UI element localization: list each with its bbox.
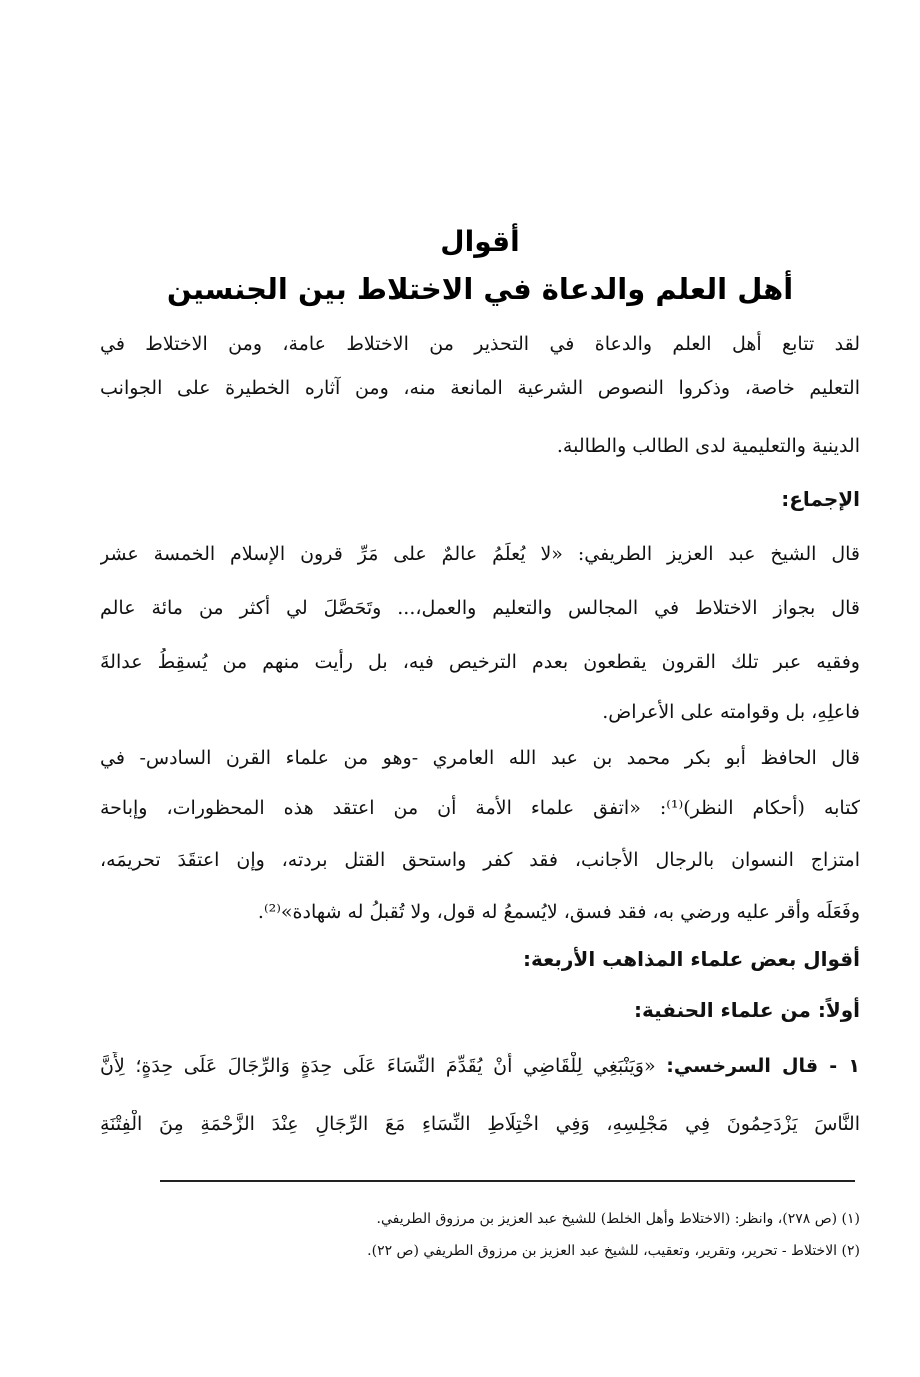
intro-line-3: الدينية والتعليمية لدى الطالب والطالبة. (556, 435, 860, 457)
ijma-p1-line-2: قال بجواز الاختلاط في المجالس والتعليم والعمل،... وتَحَصَّلَ لي أكثر من مائة عالم (100, 597, 860, 619)
sarakhsi-quote-line-1 (100, 1052, 860, 1080)
ijma-p1-line-3: وفقيه عبر تلك القرون يقطعون بعدم الترخيص فيه، بل رأيت منهم من يُسقِطُ عدالةَ (100, 651, 860, 673)
ijma-p1-line-1: قال الشيخ عبد العزيز الطريفي: «لا يُعلَمُ عالمٌ على مَرِّ قرون الإسلام الخمسة عشر (100, 543, 860, 565)
ijma-p2-line-4: وفَعَلَه وأقر عليه ورضي به، فقد فسق، لايُسمعُ له قول، ولا تُقبلُ له شهادة»⁽²⁾. (257, 901, 860, 923)
schools-heading: أقوال بعض علماء المذاهب الأربعة: (522, 947, 860, 971)
footnote-1: (١) (ص ٢٧٨)، وانظر: (الاختلاط وأهل الخلط) للشيخ عبد العزيز بن مرزوق الطريفي. (376, 1211, 860, 1227)
intro-line-1: لقد تتابع أهل العلم والدعاة في التحذير من الاختلاط عامة، ومن الاختلاط في (100, 333, 860, 355)
page-title-line1: أقوال (440, 225, 520, 258)
footnote-separator (160, 1180, 855, 1182)
intro-line-2: التعليم خاصة، وذكروا النصوص الشرعية المانعة منه، ومن آثاره الخطيرة على الجوانب (100, 377, 860, 399)
footnote-2: (٢) الاختلاط - تحرير، وتقرير، وتعقيب، للشيخ عبد العزيز بن مرزوق الطريفي (ص ٢٢). (367, 1243, 860, 1259)
page-title-line2: أهل العلم والدعاة في الاختلاط بين الجنسين (166, 272, 794, 306)
sarakhsi-quote-text-1: «وَيَنْبَغِي لِلْقَاضِي أَنْ يُقَدِّمَ النِّسَاءَ عَلَى حِدَةٍ وَالرِّجَالَ عَلَى حِدَةٍ؛ لِأَنَّ (100, 1055, 656, 1077)
ijma-p1-line-4: فاعلِهِ، بل وقوامته على الأعراض. (602, 701, 860, 723)
ijma-p2-line-2: كتابه (أحكام النظر)⁽¹⁾: «اتفق علماء الأمة أن من اعتقد هذه المحظورات، وإباحة (100, 797, 860, 819)
ijma-p2-line-3: امتزاج النسوان بالرجال الأجانب، فقد كفر واستحق القتل بردته، وإن اعتقَدَ تحريمَه، (100, 849, 860, 871)
sarakhsi-label: ١ - قال السرخسي: (666, 1055, 860, 1077)
ijma-heading: الإجماع: (781, 487, 860, 511)
sarakhsi-quote-line-2: النَّاسَ يَزْدَحِمُونَ فِي مَجْلِسِهِ، وَفِي اخْتِلَاطِ النِّسَاءِ مَعَ الرِّجَالِ عِنْدَ الزَّحْمَةِ مِنَ الْفِتْنَةِ (100, 1113, 860, 1135)
ijma-p2-line-1: قال الحافظ أبو بكر محمد بن عبد الله العامري -وهو من علماء القرن السادس- في (100, 747, 860, 769)
hanafi-subheading: أولاً: من علماء الحنفية: (633, 998, 860, 1022)
